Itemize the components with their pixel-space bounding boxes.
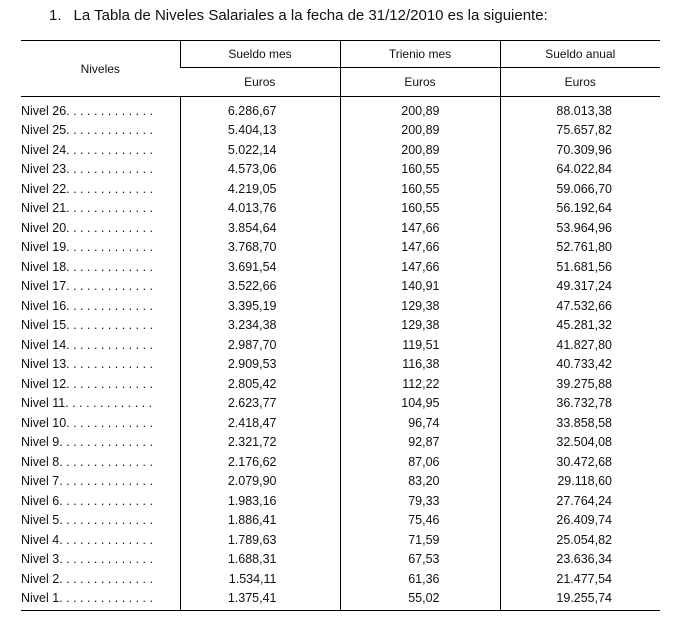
- cell-annual-salary: 49.317,24: [500, 277, 660, 297]
- table-row: [21, 238, 660, 258]
- cell-level: Nivel 6. . . . . . . . . . . . . .: [21, 493, 153, 508]
- cell-monthly-salary: 4.219,05: [180, 179, 340, 199]
- unit-label-monthly: Euros: [180, 68, 340, 97]
- table-header-row: [21, 41, 660, 68]
- cell-level: Nivel 19. . . . . . . . . . . . .: [21, 240, 153, 255]
- cell-monthly-salary: 5.022,14: [180, 140, 340, 160]
- cell-monthly-triennium: 160,55: [340, 179, 500, 199]
- cell-monthly-salary: 2.418,47: [180, 413, 340, 433]
- cell-annual-salary: 25.054,82: [500, 530, 660, 550]
- cell-monthly-triennium: 147,66: [340, 238, 500, 258]
- cell-monthly-salary: 2.805,42: [180, 374, 340, 394]
- cell-level: Nivel 9. . . . . . . . . . . . . .: [21, 435, 153, 450]
- cell-annual-salary: 51.681,56: [500, 257, 660, 277]
- cell-monthly-salary: 5.404,13: [180, 121, 340, 141]
- cell-monthly-triennium: 87,06: [340, 452, 500, 472]
- cell-monthly-triennium: 79,33: [340, 491, 500, 511]
- cell-monthly-triennium: 119,51: [340, 335, 500, 355]
- cell-monthly-salary: 1.534,11: [180, 569, 340, 589]
- cell-level: Nivel 24. . . . . . . . . . . . .: [21, 142, 153, 157]
- table-row: [21, 277, 660, 297]
- cell-monthly-triennium: 147,66: [340, 257, 500, 277]
- table-row: [21, 413, 660, 433]
- cell-annual-salary: 45.281,32: [500, 316, 660, 336]
- cell-annual-salary: 39.275,88: [500, 374, 660, 394]
- salary-levels-table: [21, 40, 660, 611]
- cell-level: Nivel 13. . . . . . . . . . . . .: [21, 357, 153, 372]
- cell-monthly-salary: 2.079,90: [180, 472, 340, 492]
- cell-level: Nivel 21. . . . . . . . . . . . .: [21, 201, 153, 216]
- cell-monthly-triennium: 116,38: [340, 355, 500, 375]
- cell-monthly-triennium: 75,46: [340, 511, 500, 531]
- cell-monthly-salary: 1.789,63: [180, 530, 340, 550]
- table-row: [21, 199, 660, 219]
- table-row: [21, 160, 660, 180]
- cell-annual-salary: 59.066,70: [500, 179, 660, 199]
- cell-annual-salary: 75.657,82: [500, 121, 660, 141]
- cell-monthly-salary: 3.234,38: [180, 316, 340, 336]
- cell-monthly-triennium: 200,89: [340, 121, 500, 141]
- column-header-monthly: Sueldo mes: [180, 41, 340, 68]
- table-row: [21, 433, 660, 453]
- cell-monthly-triennium: 55,02: [340, 589, 500, 611]
- table-row: [21, 394, 660, 414]
- cell-annual-salary: 88.013,38: [500, 97, 660, 121]
- table-row: [21, 374, 660, 394]
- cell-annual-salary: 70.309,96: [500, 140, 660, 160]
- unit-label-triennium: Euros: [340, 68, 500, 97]
- cell-annual-salary: 19.255,74: [500, 589, 660, 611]
- cell-annual-salary: 64.022,84: [500, 160, 660, 180]
- column-header-level: Niveles: [21, 41, 180, 97]
- cell-monthly-salary: 2.321,72: [180, 433, 340, 453]
- table-row: [21, 316, 660, 336]
- cell-level: Nivel 17. . . . . . . . . . . . .: [21, 279, 153, 294]
- cell-monthly-salary: 3.691,54: [180, 257, 340, 277]
- table-row: [21, 355, 660, 375]
- cell-annual-salary: 21.477,54: [500, 569, 660, 589]
- cell-level: Nivel 11. . . . . . . . . . . . .: [21, 396, 153, 411]
- table-row: [21, 550, 660, 570]
- cell-annual-salary: 36.732,78: [500, 394, 660, 414]
- column-header-triennium: Trienio mes: [340, 41, 500, 68]
- cell-monthly-triennium: 71,59: [340, 530, 500, 550]
- cell-annual-salary: 33.858,58: [500, 413, 660, 433]
- cell-monthly-salary: 1.688,31: [180, 550, 340, 570]
- table-row: [21, 569, 660, 589]
- table-row: [21, 511, 660, 531]
- cell-annual-salary: 30.472,68: [500, 452, 660, 472]
- section-heading: [49, 7, 548, 25]
- cell-level: Nivel 4. . . . . . . . . . . . . .: [21, 532, 153, 547]
- cell-annual-salary: 52.761,80: [500, 238, 660, 258]
- table-row: [21, 472, 660, 492]
- cell-annual-salary: 56.192,64: [500, 199, 660, 219]
- cell-monthly-salary: 4.013,76: [180, 199, 340, 219]
- cell-annual-salary: 53.964,96: [500, 218, 660, 238]
- cell-level: Nivel 2. . . . . . . . . . . . . .: [21, 571, 153, 586]
- cell-level: Nivel 5. . . . . . . . . . . . . .: [21, 513, 153, 528]
- cell-monthly-salary: 2.176,62: [180, 452, 340, 472]
- cell-monthly-salary: 2.987,70: [180, 335, 340, 355]
- cell-monthly-triennium: 92,87: [340, 433, 500, 453]
- cell-level: Nivel 8. . . . . . . . . . . . . .: [21, 454, 153, 469]
- cell-monthly-salary: 2.623,77: [180, 394, 340, 414]
- cell-monthly-salary: 4.573,06: [180, 160, 340, 180]
- cell-monthly-triennium: 67,53: [340, 550, 500, 570]
- cell-level: Nivel 1. . . . . . . . . . . . . .: [21, 589, 180, 611]
- cell-monthly-triennium: 147,66: [340, 218, 500, 238]
- cell-annual-salary: 41.827,80: [500, 335, 660, 355]
- cell-monthly-salary: 3.768,70: [180, 238, 340, 258]
- cell-annual-salary: 26.409,74: [500, 511, 660, 531]
- table-row: [21, 452, 660, 472]
- cell-level: Nivel 10. . . . . . . . . . . . .: [21, 415, 153, 430]
- cell-level: Nivel 12. . . . . . . . . . . . .: [21, 376, 153, 391]
- table-row: [21, 491, 660, 511]
- table-row: [21, 179, 660, 199]
- cell-monthly-salary: 3.395,19: [180, 296, 340, 316]
- cell-level: Nivel 26. . . . . . . . . . . . .: [21, 103, 153, 118]
- cell-monthly-triennium: 96,74: [340, 413, 500, 433]
- heading-text: La Tabla de Niveles Salariales a la fecha de 31/12/2010 es la siguiente:: [73, 7, 548, 24]
- cell-monthly-triennium: 160,55: [340, 199, 500, 219]
- table-row: [21, 257, 660, 277]
- unit-label-annual: Euros: [500, 68, 660, 97]
- cell-monthly-triennium: 83,20: [340, 472, 500, 492]
- cell-annual-salary: 40.733,42: [500, 355, 660, 375]
- cell-annual-salary: 27.764,24: [500, 491, 660, 511]
- cell-monthly-triennium: 129,38: [340, 316, 500, 336]
- table-row: [21, 530, 660, 550]
- cell-monthly-triennium: 200,89: [340, 140, 500, 160]
- cell-level: Nivel 18. . . . . . . . . . . . .: [21, 259, 153, 274]
- table-row: [21, 335, 660, 355]
- cell-monthly-salary: 1.375,41: [180, 589, 340, 611]
- cell-monthly-triennium: 140,91: [340, 277, 500, 297]
- table-row: [21, 296, 660, 316]
- table-row: [21, 218, 660, 238]
- cell-level: Nivel 23. . . . . . . . . . . . .: [21, 162, 153, 177]
- cell-monthly-salary: 1.886,41: [180, 511, 340, 531]
- cell-level: Nivel 25. . . . . . . . . . . . .: [21, 123, 153, 138]
- cell-monthly-salary: 1.983,16: [180, 491, 340, 511]
- cell-monthly-triennium: 160,55: [340, 160, 500, 180]
- table-row: [21, 140, 660, 160]
- cell-level: Nivel 22. . . . . . . . . . . . .: [21, 181, 153, 196]
- cell-annual-salary: 32.504,08: [500, 433, 660, 453]
- cell-monthly-triennium: 129,38: [340, 296, 500, 316]
- cell-monthly-triennium: 104,95: [340, 394, 500, 414]
- cell-level: Nivel 15. . . . . . . . . . . . .: [21, 318, 153, 333]
- cell-annual-salary: 23.636,34: [500, 550, 660, 570]
- cell-monthly-triennium: 61,36: [340, 569, 500, 589]
- table-body: [21, 97, 660, 611]
- cell-monthly-triennium: 112,22: [340, 374, 500, 394]
- cell-annual-salary: 47.532,66: [500, 296, 660, 316]
- cell-level: Nivel 7. . . . . . . . . . . . . .: [21, 474, 153, 489]
- table-row: [21, 589, 660, 611]
- table-row: [21, 97, 660, 121]
- cell-level: Nivel 16. . . . . . . . . . . . .: [21, 298, 153, 313]
- cell-monthly-triennium: 200,89: [340, 97, 500, 121]
- table-row: [21, 121, 660, 141]
- cell-monthly-salary: 3.522,66: [180, 277, 340, 297]
- cell-level: Nivel 20. . . . . . . . . . . . .: [21, 220, 153, 235]
- cell-annual-salary: 29.118,60: [500, 472, 660, 492]
- cell-monthly-salary: 3.854,64: [180, 218, 340, 238]
- cell-level: Nivel 3. . . . . . . . . . . . . .: [21, 552, 153, 567]
- column-header-annual: Sueldo anual: [500, 41, 660, 68]
- cell-monthly-salary: 2.909,53: [180, 355, 340, 375]
- heading-number: 1.: [49, 7, 62, 24]
- cell-level: Nivel 14. . . . . . . . . . . . .: [21, 337, 153, 352]
- cell-monthly-salary: 6.286,67: [180, 97, 340, 121]
